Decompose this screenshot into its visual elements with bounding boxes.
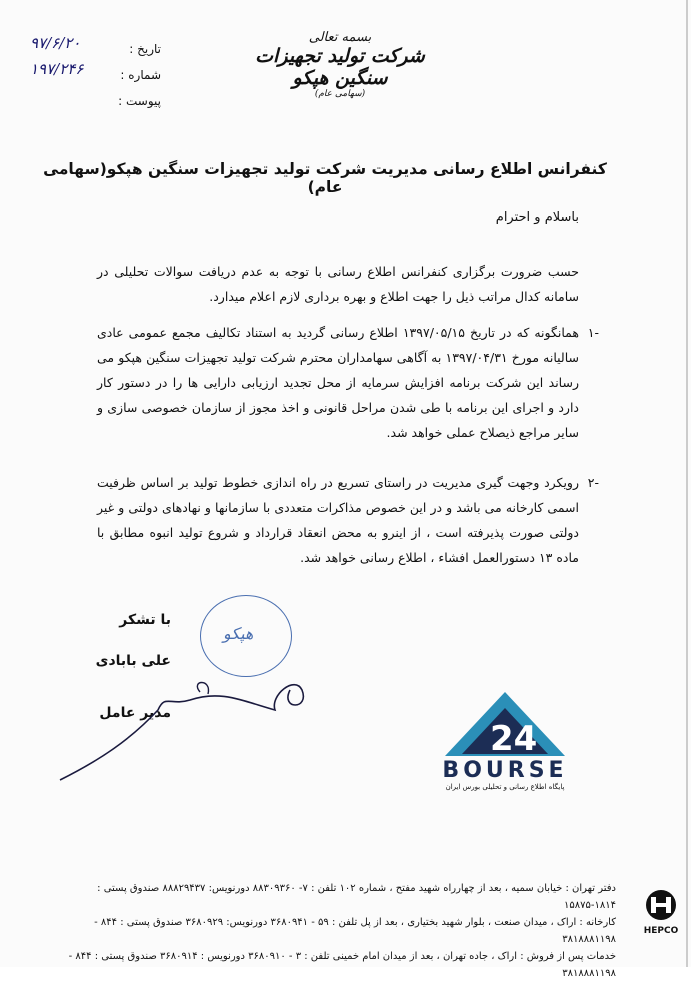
company-type: (سهامی عام) <box>314 89 366 99</box>
attachment-label: پیوست : <box>118 94 161 108</box>
bourse-wordmark: BOURSE <box>442 758 568 783</box>
hepco-logo <box>639 888 683 936</box>
intro-paragraph: حسب ضرورت برگزاری کنفرانس اطلاع رسانی با توجه به عدم دریافت سوالات تحلیلی در سامانه کدال مراتب ذیل را جهت اطلاع و بهره برداری لازم اعلام میدارد. <box>97 264 579 304</box>
closing: با تشکر <box>119 612 171 628</box>
company-letterhead <box>240 30 440 99</box>
list-item <box>97 470 599 570</box>
stamp-text: هپکو <box>223 624 254 643</box>
bismillah: بسمه تعالی <box>308 30 372 45</box>
item-number: -۲ <box>587 475 599 490</box>
bourse-mark-icon <box>440 690 570 760</box>
bourse-logo <box>440 690 570 791</box>
handwritten-number: ۱۹۷/۲۴۶ <box>30 60 84 78</box>
date-label: تاریخ : <box>129 42 161 56</box>
list-item <box>97 320 599 445</box>
item-text: رویکرد وجهت گیری مدیریت در راستای تسریع در راه اندازی خطوط تولید بر اساس ظرفیت اسمی کارخانه می باشد و در این خصوص مذاکرات متعددی با سازمانها و نهادهای دولتی و غیر دولتی صورت پذیرفته است ، از اینرو به محض انعقاد قرارداد و شروع تولید انبوه مطابق با ماده ۱۳ دستورالعمل افشاء ، اطلاع رسانی خواهد شد. <box>97 475 579 565</box>
company-stamp <box>200 595 292 677</box>
svg-text:24: 24 <box>490 719 538 759</box>
footer-line-factory: کارخانه : اراک ، میدان صنعت ، بلوار شهید بختیاری ، بعد از پل تلفن : ۵۹ - ۳۶۸۰۹۴۱ دورنویس: ۳۶۸۰۹۲۹ صندوق پستی : ۸۴۴ - ۳۸۱۸۸۸۱۱۹۸ <box>94 917 616 945</box>
company-name: شرکت تولید تجهیزات سنگین هپکو <box>255 45 425 89</box>
item-number: -۱ <box>587 325 599 340</box>
greeting: باسلام و احترام <box>495 210 579 225</box>
letter-title: کنفرانس اطلاع رسانی مدیریت شرکت تولید تجهیزات سنگین هپکو(سهامی عام) <box>43 160 607 196</box>
hepco-label: HEPCO <box>643 926 679 936</box>
signatory-name: علی بابادی <box>95 653 171 669</box>
item-text: همانگونه که در تاریخ ۱۳۹۷/۰۵/۱۵ اطلاع رسانی گردید به استناد تکالیف مجمع عمومی عادی سالیانه مورخ ۱۳۹۷/۰۴/۳۱ به آگاهی سهامداران محترم شرکت تولید تجهیزات سنگین هپکو می رساند این شرکت برنامه افزایش سرمایه از محل تجدید ارزیابی دارایی ها را در دستور کار دارد و اجرای این برنامه با طی شدن مراحل قانونی و اخذ مجوز از سازمان خصوصی سازی و سایر مراجع ذیصلاح عملی خواهد شد. <box>97 325 580 440</box>
hepco-logo-icon <box>641 888 681 922</box>
number-label: شماره : <box>120 68 161 82</box>
footer-line-service: خدمات پس از فروش : اراک ، جاده تهران ، بعد از میدان امام خمینی تلفن : ۳ - ۳۶۸۰۹۱۰ دورنویس : ۳۶۸۰۹۱۴ صندوق پستی : ۸۴۴ - ۳۸۱۸۸۸۱۱۹۸ <box>68 951 616 979</box>
footer-line-tehran: دفتر تهران : خیابان سمیه ، بعد از چهارراه شهید مفتح ، شماره ۱۰۲ تلفن : ۷- ۸۸۳۰۹۳۶۰ دورنویس: ۸۸۸۲۹۴۳۷ صندوق پستی : ۱۸۱۴-۱۵۸۷۵ <box>97 883 616 911</box>
header-meta <box>61 36 161 114</box>
handwritten-signature <box>40 670 340 790</box>
signatory-role: مدیر عامل <box>99 705 171 721</box>
scan-edge <box>686 0 688 967</box>
bourse-tagline: پایگاه اطلاع رسانی و تحلیلی بورس ایران <box>445 783 565 791</box>
handwritten-date: ۹۷/۶/۲۰ <box>30 34 81 52</box>
